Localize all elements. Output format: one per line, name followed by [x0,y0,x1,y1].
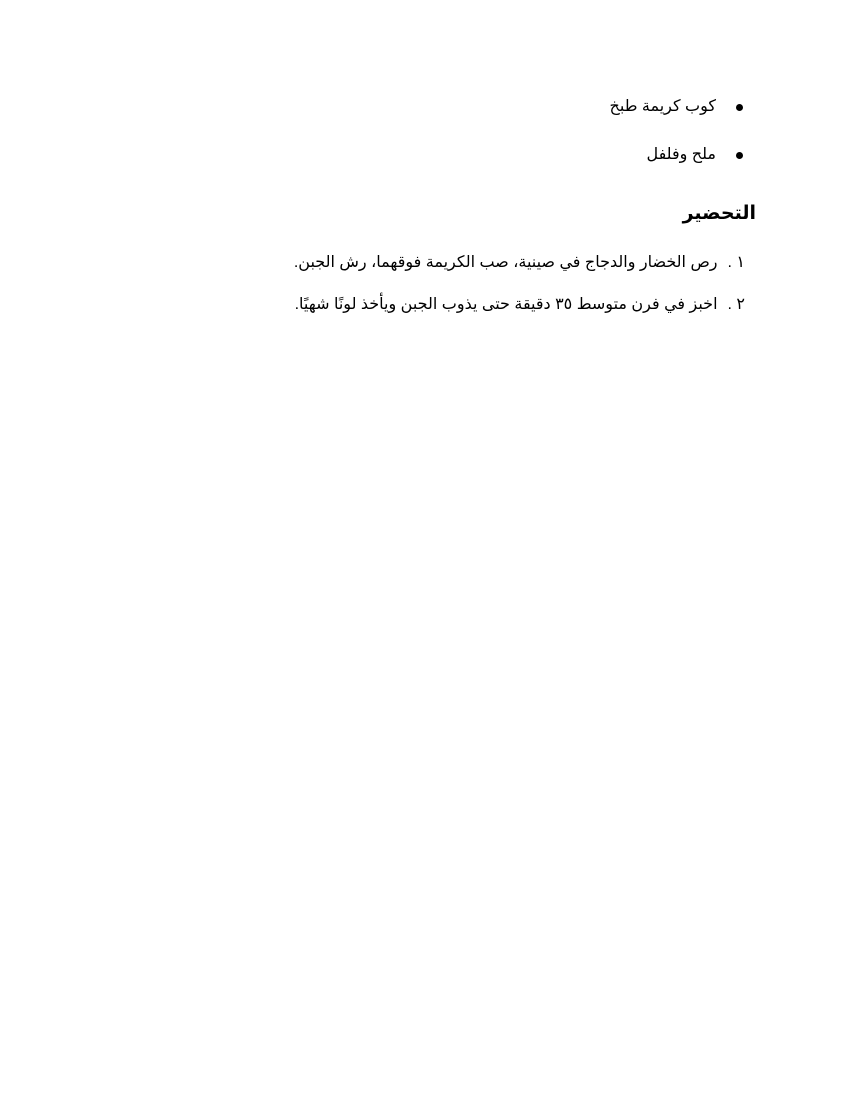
preparation-heading: التحضير [682,203,756,224]
bullet-icon [736,104,743,111]
list-item [243,143,743,167]
ingredients-list [243,95,743,191]
ingredient-text: كوب كريمة طبخ [609,98,716,115]
list-item [125,251,745,275]
preparation-steps [125,251,745,335]
step-number: ١ . [727,254,745,271]
bullet-icon [736,152,743,159]
list-item [243,95,743,119]
list-item [125,293,745,317]
ingredient-text: ملح وفلفل [646,146,716,163]
step-text: رص الخضار والدجاج في صينية، صب الكريمة فوقهما، رش الجبن. [293,254,718,271]
step-number: ٢ . [727,296,745,313]
step-text: اخبز في فرن متوسط ٣٥ دقيقة حتى يذوب الجبن ويأخذ لونًا شهيًا. [294,296,718,313]
